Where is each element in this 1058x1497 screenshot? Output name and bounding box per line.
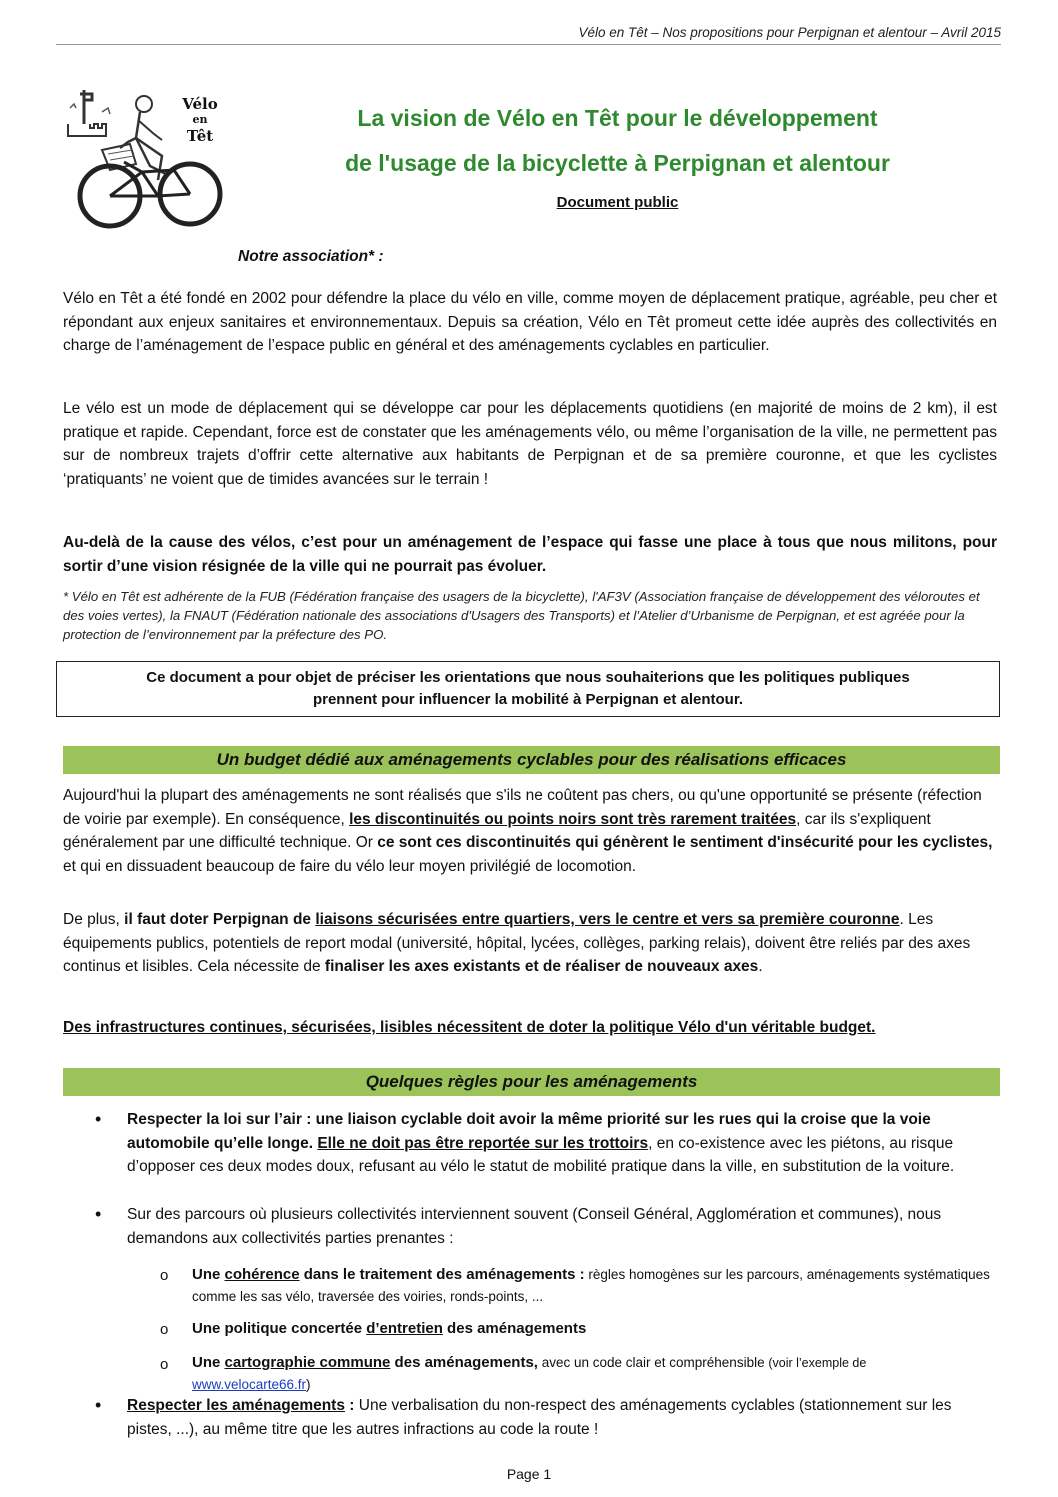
text-run: des aménagements,: [390, 1354, 538, 1371]
logo-text-line: Têt: [186, 127, 214, 145]
rule-bullet-2-text: Sur des parcours où plusieurs collectivités interviennent souvent (Conseil Général, Agglomération et communes), nous demandons aux collectivités parties prenantes :: [127, 1206, 942, 1247]
sub-bullet-glyph: o: [160, 1321, 169, 1338]
document-type: Document public: [556, 194, 679, 211]
text-run: Elle ne doit pas être reportée sur les trottoirs: [317, 1134, 649, 1152]
bullet-glyph: •: [95, 1395, 102, 1415]
logo-text-line: en: [192, 113, 208, 126]
text-run: finaliser les axes existants et de réaliser de nouveaux axes: [324, 958, 759, 975]
budget-paragraph-3: Des infrastructures continues, sécurisées, lisibles nécessitent de doter la politique Vélo d'un véritable budget.: [63, 1019, 876, 1036]
text-run: dans le traitement des aménagements :: [299, 1266, 585, 1283]
text-run: règles homogènes sur les parcours, aménagements systématiques comme les sas vélo, traversée des voiries, ronds-points, ...: [192, 1267, 990, 1304]
text-run: les discontinuités ou points noirs sont très rarement traitées: [349, 810, 797, 828]
rule-bullet-1-text: [127, 1108, 987, 1179]
text-run: De plus,: [63, 911, 125, 928]
velo-en-tet-logo: [62, 78, 237, 233]
text-run: ): [306, 1377, 311, 1392]
text-run: (voir l’exemple de: [768, 1356, 867, 1370]
text-run: Aujourd'hui la plupart des aménagements ne sont réalisés que s'ils ne coûtent pas chers, ou qu'une opportunité se présente (réfection de voirie par exemple). En conséquence,: [63, 787, 982, 828]
sub-bullet-entretien: [192, 1318, 992, 1340]
text-run: liaisons sécurisées entre quartiers, vers le centre et vers sa première couronne: [315, 911, 900, 928]
purpose-box: [56, 661, 1000, 717]
association-paragraph-2: Le vélo est un mode de déplacement qui se développe car pour les déplacements quotidiens (en majorité de moins de 2 km), il est pratique et rapide. Cependant, force est de constater que les aménagements vélo, ou même l’organisation de la ville, ne permettent pas sur de nombreux trajets d’offrir cette alternative aux habitants de Perpignan et de sa première couronne, et que les cyclistes ‘pratiquants’ ne voient que de timides avancées sur le terrain !: [63, 400, 997, 488]
purpose-line: prennent pour influencer la mobilité à Perpignan et alentour.: [312, 691, 744, 708]
running-header: Vélo en Têt – Nos propositions pour Perpignan et alentour – Avril 2015: [56, 25, 1001, 45]
text-run: . Les équipements publics, potentiels de report modal (université, hôpital, lycées, collèges, parking relais), doivent être reliés par des axes continus et lisibles. Cela nécessite de: [63, 911, 971, 975]
bullet-glyph: •: [95, 1109, 102, 1129]
page-number: Page 1: [506, 1466, 552, 1482]
association-footnote: * Vélo en Têt est adhérente de la FUB (Fédération française des usagers de la bicyclette), l'AF3V (Association française de développement des véloroutes et des voies vertes), la FNAUT (Fédération nationale des associations d'Usagers des Transports) et l’Atelier d’Urbanisme de Perpignan, et est agréée pour la protection de l’environnement par la préfecture des PO.: [63, 589, 980, 642]
text-run: des aménagements: [442, 1320, 587, 1337]
rule-bullet-3-text: [127, 1394, 987, 1441]
text-run: Une verbalisation du non-respect des aménagements cyclables (stationnement sur les pistes, ...), au même titre que les autres infractions au code la route !: [127, 1397, 952, 1438]
text-run: d’entretien: [366, 1320, 443, 1337]
text-run: Respecter la loi sur l’air : une liaison cyclable doit avoir la même priorité sur les rues qui la croise que la voie automobile qu’elle longe.: [127, 1111, 931, 1152]
text-run: :: [344, 1397, 359, 1414]
sub-bullet-glyph: o: [160, 1356, 169, 1373]
text-run: Une: [192, 1266, 225, 1283]
section-heading-rules: Quelques règles pour les aménagements: [63, 1068, 1000, 1096]
budget-paragraph-1: [63, 784, 997, 878]
document-title-line-2: de l'usage de la bicyclette à Perpignan et alentour: [345, 150, 890, 176]
text-run: cartographie commune: [224, 1354, 391, 1371]
text-run: , car ils s'expliquent généralement par une difficulté technique. Or: [63, 810, 931, 851]
sub-bullet-glyph: o: [160, 1267, 169, 1284]
logo-text: [172, 96, 228, 144]
text-run: , en co-existence avec les piétons, au risque d’opposer ces deux modes doux, refusant au vélo le statut de mobilité pratique dans la ville, en substitution de la voiture.: [127, 1134, 955, 1175]
logo-text-line: Vélo: [182, 95, 218, 113]
association-paragraph-1: Vélo en Têt a été fondé en 2002 pour défendre la place du vélo en ville, comme moyen de déplacement pratique, agréable, peu cher et répondant aux enjeux sanitaires et environnementaux. Depuis sa création, Vélo en Têt promeut cette idée auprès des collectivités en charge de l’aménagement de l’espace public en général et des aménagements cyclables en particulier.: [63, 290, 997, 354]
purpose-line: Ce document a pour objet de préciser les orientations que nous souhaiterions que les politiques publiques: [146, 669, 910, 686]
text-run: Une: [192, 1354, 225, 1371]
text-run: Respecter les aménagements: [127, 1397, 345, 1414]
association-paragraph-3: Au-delà de la cause des vélos, c’est pour un aménagement de l’espace qui fasse une place à tous que nous militons, pour sortir d’une vision résignée de la ville qui ne pourrait pas évoluer.: [63, 534, 997, 575]
document-title-line-1: La vision de Vélo en Têt pour le développement: [357, 105, 878, 131]
text-run: avec un code clair et compréhensible: [537, 1355, 769, 1370]
text-run: ce sont ces discontinuités qui génèrent le sentiment d'insécurité pour les cyclistes,: [377, 834, 993, 851]
sub-bullet-coherence: [192, 1264, 992, 1308]
budget-paragraph-2: [63, 908, 997, 979]
text-run: cohérence: [224, 1266, 300, 1283]
text-run: Une politique concertée: [192, 1320, 367, 1337]
sub-bullet-cartographie: [192, 1352, 992, 1396]
section-heading-budget: Un budget dédié aux aménagements cyclables pour des réalisations efficaces: [63, 746, 1000, 774]
velocarte-link[interactable]: www.velocarte66.fr: [192, 1377, 307, 1392]
association-heading: Notre association* :: [238, 248, 384, 265]
text-run: et qui en dissuadent beaucoup de faire du vélo leur moyen privilégié de locomotion.: [63, 857, 637, 875]
text-run: il faut doter Perpignan de: [124, 911, 316, 928]
bullet-glyph: •: [95, 1204, 102, 1224]
text-run: .: [758, 958, 763, 975]
